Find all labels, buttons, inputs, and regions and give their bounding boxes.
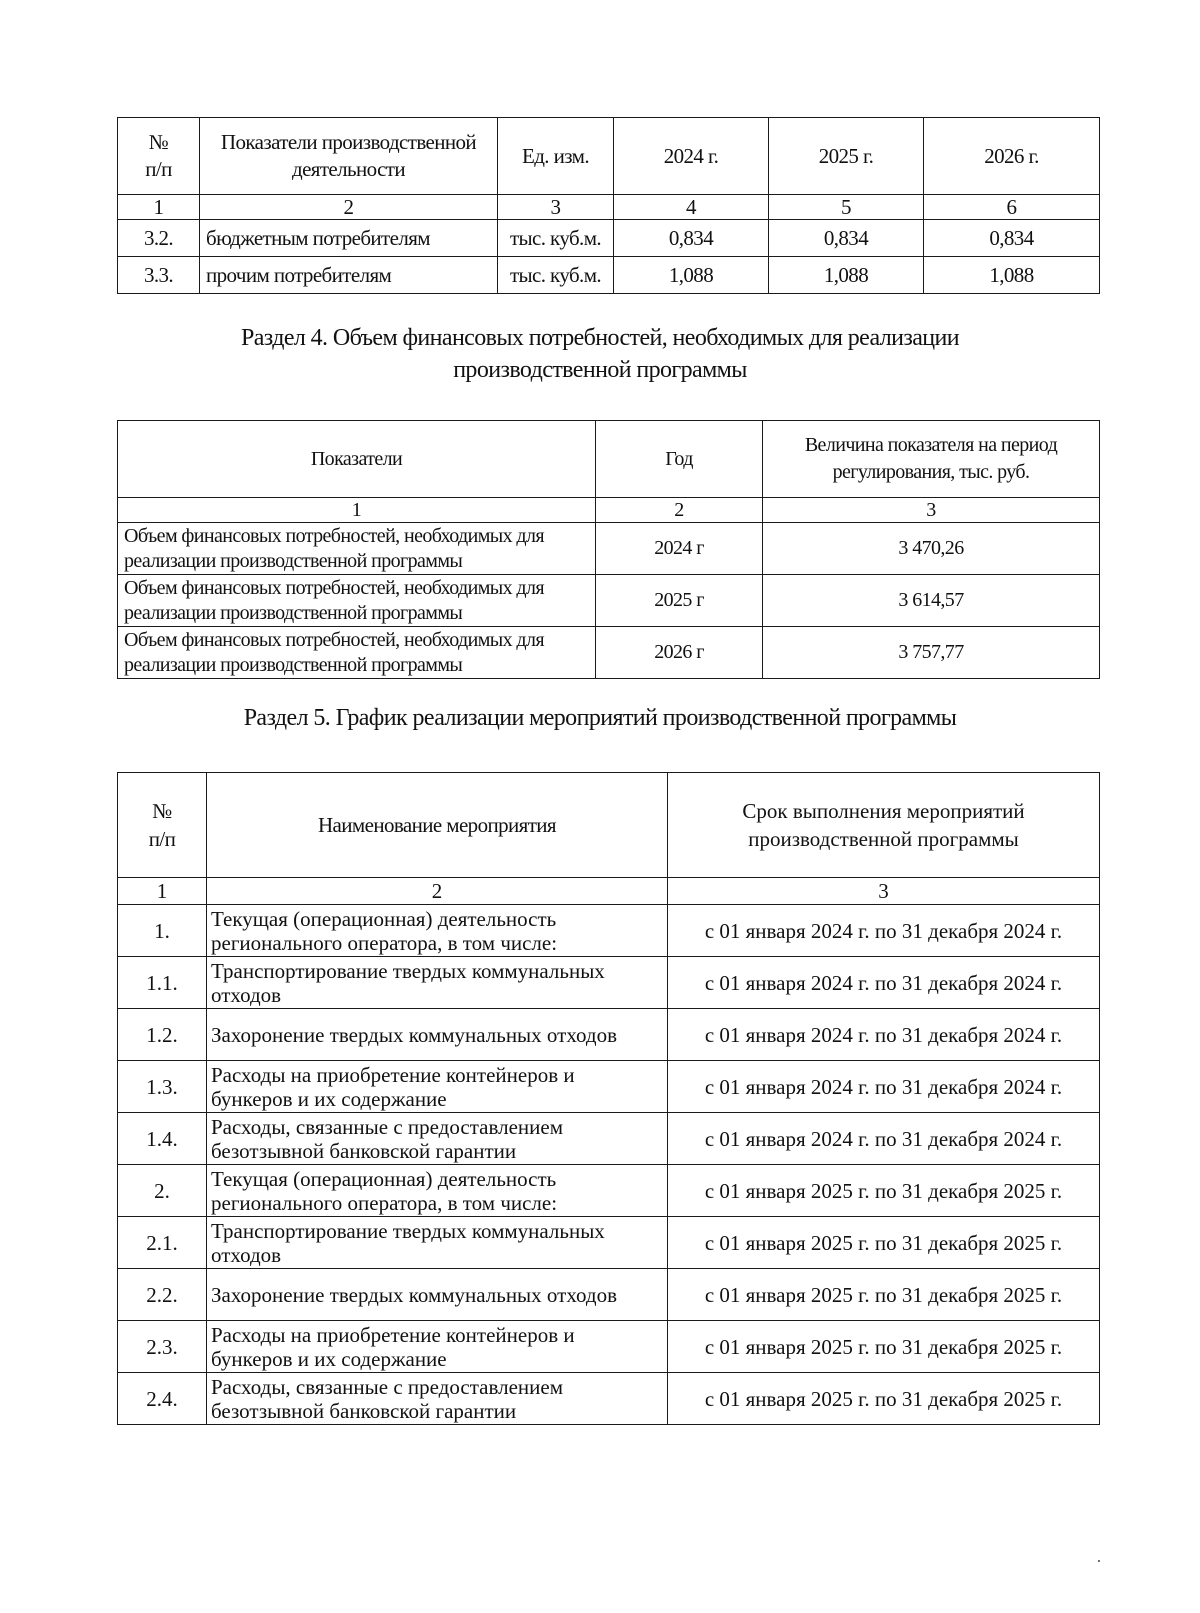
- row-year: 2026 г: [596, 627, 763, 679]
- row-value-2024: 0,834: [614, 220, 769, 257]
- row-year: 2025 г: [596, 575, 763, 627]
- header-indicator: Показатели: [118, 421, 596, 498]
- table-row: [118, 1373, 1100, 1425]
- row-activity-name: Захоронение твердых коммунальных отходов: [207, 1269, 668, 1321]
- row-indicator: Объем финансовых потребностей, необходимых для реализации производственной программы: [118, 523, 596, 575]
- table-row: [118, 1061, 1100, 1113]
- row-indicator: Объем финансовых потребностей, необходимых для реализации производственной программы: [118, 627, 596, 679]
- section-4-title-line-2: производственной программы: [453, 357, 747, 383]
- header-value: Величина показателя на период регулирования, тыс. руб.: [763, 421, 1100, 498]
- table-row: [118, 523, 1100, 575]
- row-period: с 01 января 2025 г. по 31 декабря 2025 г.: [668, 1165, 1100, 1217]
- row-activity-name: Захоронение твердых коммунальных отходов: [207, 1009, 668, 1061]
- row-num: 3.2.: [118, 220, 200, 257]
- header-2025: 2025 г.: [769, 118, 924, 195]
- row-num: 2.2.: [118, 1269, 207, 1321]
- financial-needs-table: [117, 420, 1100, 679]
- header-unit: Ед. изм.: [498, 118, 614, 195]
- row-num: 3.3.: [118, 257, 200, 294]
- row-num: 1.3.: [118, 1061, 207, 1113]
- table-row: [118, 257, 1100, 294]
- column-number: 3: [668, 878, 1100, 905]
- row-num: 2.1.: [118, 1217, 207, 1269]
- row-period: с 01 января 2024 г. по 31 декабря 2024 г.: [668, 1113, 1100, 1165]
- row-activity-name: Текущая (операционная) деятельность регионального оператора, в том числе:: [207, 905, 668, 957]
- row-activity-name: Транспортирование твердых коммунальных отходов: [207, 957, 668, 1009]
- table-row: [118, 575, 1100, 627]
- column-number: 5: [769, 195, 924, 220]
- row-period: с 01 января 2024 г. по 31 декабря 2024 г.: [668, 1061, 1100, 1113]
- header-activity-name: Наименование мероприятия: [207, 773, 668, 878]
- section-5-title: Раздел 5. График реализации мероприятий производственной программы: [243, 705, 957, 731]
- row-year: 2024 г: [596, 523, 763, 575]
- table-row: [118, 905, 1100, 957]
- scan-artifact: [1098, 1560, 1100, 1562]
- row-value: 3 757,77: [763, 627, 1100, 679]
- column-number: 1: [118, 498, 596, 523]
- row-value-2025: 0,834: [769, 220, 924, 257]
- row-period: с 01 января 2025 г. по 31 декабря 2025 г.: [668, 1217, 1100, 1269]
- row-period: с 01 января 2025 г. по 31 декабря 2025 г.: [668, 1321, 1100, 1373]
- column-number: 3: [763, 498, 1100, 523]
- row-value-2026: 1,088: [924, 257, 1100, 294]
- column-number-row: [118, 195, 1100, 220]
- header-num: № п/п: [118, 118, 200, 195]
- table-row: [118, 1113, 1100, 1165]
- table-header-row: [118, 773, 1100, 878]
- row-num: 1.1.: [118, 957, 207, 1009]
- production-indicators-table: [117, 117, 1100, 294]
- row-indicator: Объем финансовых потребностей, необходимых для реализации производственной программы: [118, 575, 596, 627]
- column-number-row: [118, 498, 1100, 523]
- header-year: Год: [596, 421, 763, 498]
- column-number: 1: [118, 878, 207, 905]
- header-period: Срок выполнения мероприятий производственной программы: [668, 773, 1100, 878]
- table-row: [118, 1165, 1100, 1217]
- column-number: 3: [498, 195, 614, 220]
- row-activity-name: Расходы, связанные с предоставлением безотзывной банковской гарантии: [207, 1373, 668, 1425]
- table-row: [118, 1217, 1100, 1269]
- table-row: [118, 1009, 1100, 1061]
- column-number: 2: [200, 195, 498, 220]
- table-header-row: [118, 421, 1100, 498]
- header-num: № п/п: [118, 773, 207, 878]
- row-activity-name: Транспортирование твердых коммунальных отходов: [207, 1217, 668, 1269]
- column-number: 2: [207, 878, 668, 905]
- activities-schedule-table: [117, 772, 1100, 1425]
- row-value: 3 614,57: [763, 575, 1100, 627]
- row-value-2026: 0,834: [924, 220, 1100, 257]
- column-number: 2: [596, 498, 763, 523]
- row-activity-name: Расходы на приобретение контейнеров и бункеров и их содержание: [207, 1321, 668, 1373]
- row-period: с 01 января 2024 г. по 31 декабря 2024 г.: [668, 1009, 1100, 1061]
- header-2026: 2026 г.: [924, 118, 1100, 195]
- table-row: [118, 1269, 1100, 1321]
- row-num: 1.2.: [118, 1009, 207, 1061]
- row-value-2025: 1,088: [769, 257, 924, 294]
- row-value: 3 470,26: [763, 523, 1100, 575]
- row-activity-name: Расходы, связанные с предоставлением безотзывной банковской гарантии: [207, 1113, 668, 1165]
- column-number-row: [118, 878, 1100, 905]
- header-indicator: Показатели производственной деятельности: [200, 118, 498, 195]
- row-num: 2.: [118, 1165, 207, 1217]
- row-num: 2.4.: [118, 1373, 207, 1425]
- section-4-title: [0, 322, 1200, 386]
- row-period: с 01 января 2024 г. по 31 декабря 2024 г.: [668, 905, 1100, 957]
- row-indicator: бюджетным потребителям: [200, 220, 498, 257]
- row-unit: тыс. куб.м.: [498, 257, 614, 294]
- column-number: 4: [614, 195, 769, 220]
- table-row: [118, 957, 1100, 1009]
- table-row: [118, 220, 1100, 257]
- row-activity-name: Текущая (операционная) деятельность регионального оператора, в том числе:: [207, 1165, 668, 1217]
- row-unit: тыс. куб.м.: [498, 220, 614, 257]
- table-header-row: [118, 118, 1100, 195]
- table-row: [118, 627, 1100, 679]
- row-num: 1.: [118, 905, 207, 957]
- row-num: 2.3.: [118, 1321, 207, 1373]
- header-2024: 2024 г.: [614, 118, 769, 195]
- row-activity-name: Расходы на приобретение контейнеров и бункеров и их содержание: [207, 1061, 668, 1113]
- row-value-2024: 1,088: [614, 257, 769, 294]
- row-period: с 01 января 2024 г. по 31 декабря 2024 г.: [668, 957, 1100, 1009]
- row-num: 1.4.: [118, 1113, 207, 1165]
- column-number: 6: [924, 195, 1100, 220]
- section-4-title-line-1: Раздел 4. Объем финансовых потребностей, необходимых для реализации: [240, 325, 960, 351]
- column-number: 1: [118, 195, 200, 220]
- row-indicator: прочим потребителям: [200, 257, 498, 294]
- row-period: с 01 января 2025 г. по 31 декабря 2025 г.: [668, 1269, 1100, 1321]
- row-period: с 01 января 2025 г. по 31 декабря 2025 г.: [668, 1373, 1100, 1425]
- table-row: [118, 1321, 1100, 1373]
